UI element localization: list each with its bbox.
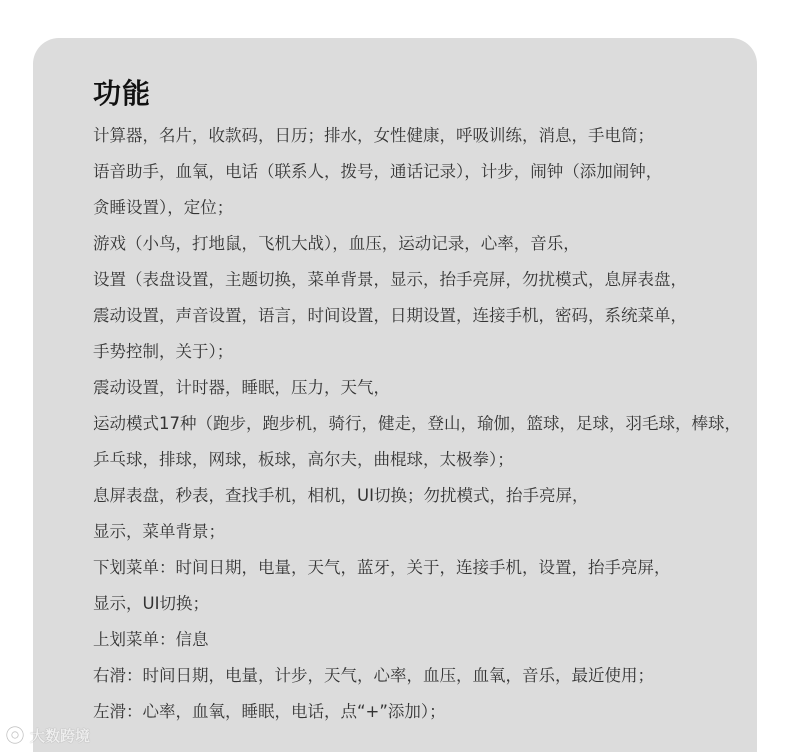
feature-line: 息屏表盘，秒表，查找手机，相机，UI切换；勿扰模式，抬手亮屏， [93,486,589,505]
feature-line: 乒乓球，排球，网球，板球，高尔夫，曲棍球，太极拳）； [93,450,514,469]
feature-line: 上划菜单：信息 [93,630,209,649]
feature-line: 游戏（小鸟，打地鼠，飞机大战），血压，运动记录，心率，音乐， [93,234,580,253]
watermark [4,724,90,746]
feature-line: 显示，UI切换； [93,594,209,613]
watermark-text: 大数跨境 [30,726,91,745]
feature-line: 右滑：时间日期，电量，计步，天气，心率，血压，血氧，音乐，最近使用； [93,666,654,685]
feature-line: 设置（表盘设置，主题切换，菜单背景，显示，抬手亮屏，勿扰模式，息屏表盘， [93,270,687,289]
feature-line: 语音助手，血氧，电话（联系人，拨号，通话记录），计步，闹钟（添加闹钟， [93,162,663,181]
feature-line: 计算器，名片，收款码，日历；排水，女性健康，呼吸训练，消息，手电筒； [93,126,654,145]
feature-line: 下划菜单：时间日期，电量，天气，蓝牙，关于，连接手机，设置，抬手亮屏， [93,558,671,577]
feature-list [93,122,753,734]
feature-line: 显示，菜单背景； [93,522,225,541]
brand-logo-icon [4,724,26,746]
feature-line: 震动设置，声音设置，语言，时间设置，日期设置，连接手机，密码，系统菜单， [93,306,687,325]
feature-line: 左滑：心率，血氧，睡眠，电话，点“+”添加）； [93,702,446,721]
feature-line: 运动模式17种（跑步，跑步机，骑行，健走，登山，瑜伽，篮球，足球，羽毛球，棒球， [93,414,741,433]
feature-line: 震动设置，计时器，睡眠，压力，天气， [93,378,390,397]
feature-line: 手势控制，关于）； [93,342,234,361]
feature-line: 贪睡设置），定位； [93,198,234,217]
section-title: 功能 [93,77,152,110]
